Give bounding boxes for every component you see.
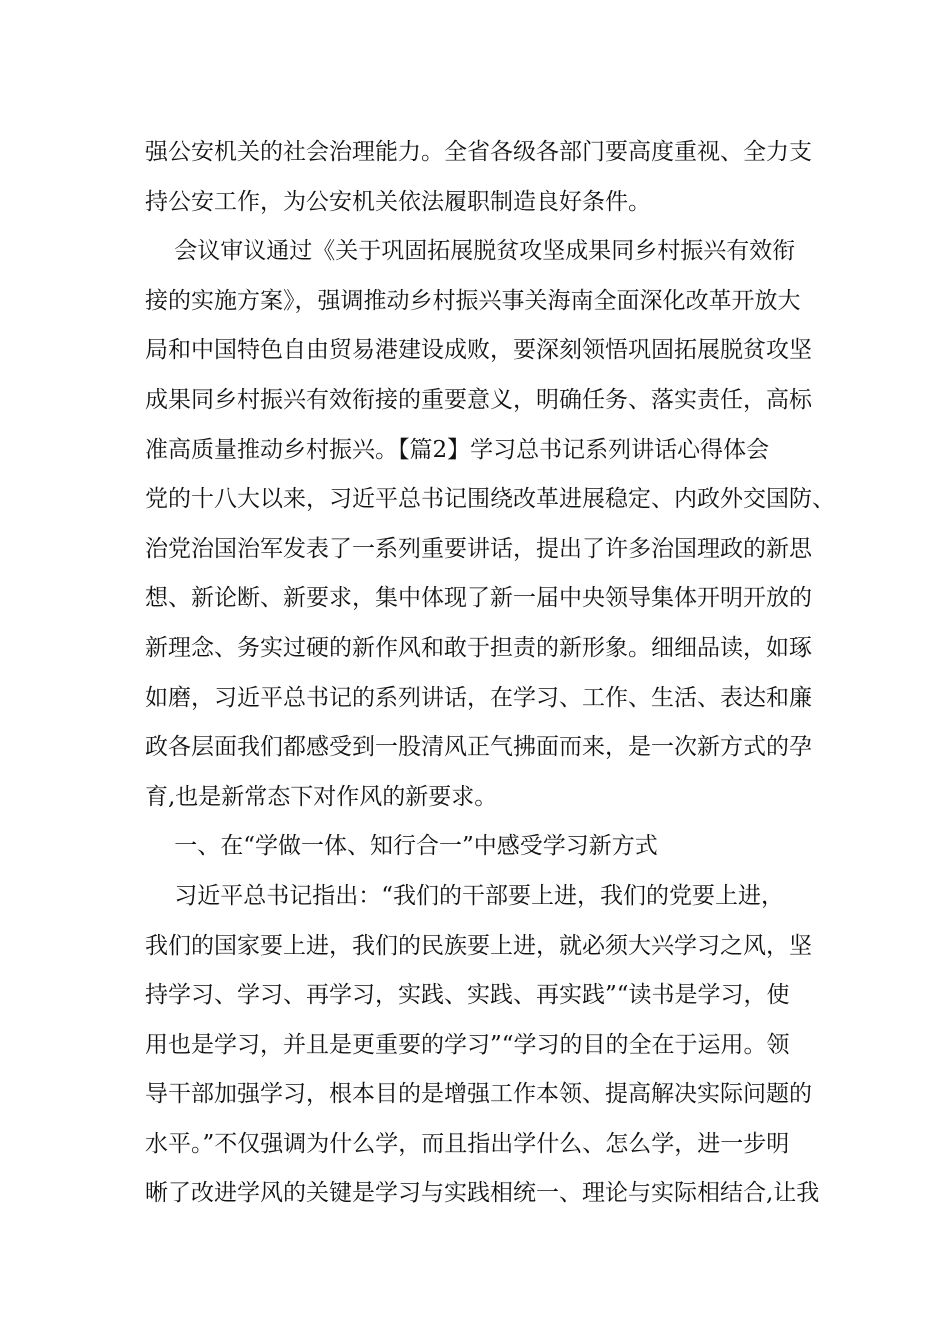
text-line: 育,也是新常态下对作风的新要求。 [145, 783, 498, 810]
text-line: 习近平总书记指出：“我们的干部要上进，我们的党要上进， [145, 882, 785, 909]
text-line: 治党治国治军发表了一系列重要讲话，提出了许多治国理政的新思 [145, 535, 812, 562]
text-line: 成果同乡村振兴有效衔接的重要意义，明确任务、落实责任，高标 [145, 386, 812, 413]
text-line: 持学习、学习、再学习，实践、实践、再实践”“读书是学习，使 [145, 982, 790, 1009]
text-line: 政各层面我们都感受到一股清风正气拂面而来，是一次新方式的孕 [145, 734, 812, 761]
text-line: 如磨，习近平总书记的系列讲话，在学习、工作、生活、表达和廉 [145, 684, 812, 711]
section-heading: 一、在“学做一体、知行合一”中感受学习新方式 [145, 833, 658, 860]
text-line: 会议审议通过《关于巩固拓展脱贫攻坚成果同乡村振兴有效衔 [145, 238, 796, 265]
text-line: 导干部加强学习，根本目的是增强工作本领、提高解决实际问题的 [145, 1081, 812, 1108]
text-line: 晰了改进学风的关键是学习与实践相统一、理论与实际相结合,让我 [145, 1180, 820, 1207]
text-line: 局和中国特色自由贸易港建设成败，要深刻领悟巩固拓展脱贫攻坚 [145, 337, 812, 364]
text-line: 水平。”不仅强调为什么学，而且指出学什么、怎么学，进一步明 [145, 1130, 790, 1157]
document-body [145, 128, 835, 1219]
text-line: 接的实施方案》，强调推动乡村振兴事关海南全面深化改革开放大 [145, 287, 801, 314]
text-line: 用也是学习，并且是更重要的学习”“学习的目的全在于运用。领 [145, 1031, 790, 1058]
text-line: 新理念、务实过硬的新作风和敢于担责的新形象。细细品读，如琢 [145, 634, 812, 661]
text-line: 党的十八大以来，习近平总书记围绕改革进展稳定、内政外交国防、 [145, 486, 835, 513]
text-line: 我们的国家要上进，我们的民族要上进，就必须大兴学习之风，坚 [145, 932, 812, 959]
text-line: 想、新论断、新要求，集中体现了新一届中央领导集体开明开放的 [145, 585, 812, 612]
text-line: 持公安工作，为公安机关依法履职制造良好条件。 [145, 188, 651, 215]
text-line: 强公安机关的社会治理能力。全省各级各部门要高度重视、全力支 [145, 139, 812, 165]
text-line: 准高质量推动乡村振兴。【篇2】学习总书记系列讲话心得体会 [145, 436, 770, 463]
